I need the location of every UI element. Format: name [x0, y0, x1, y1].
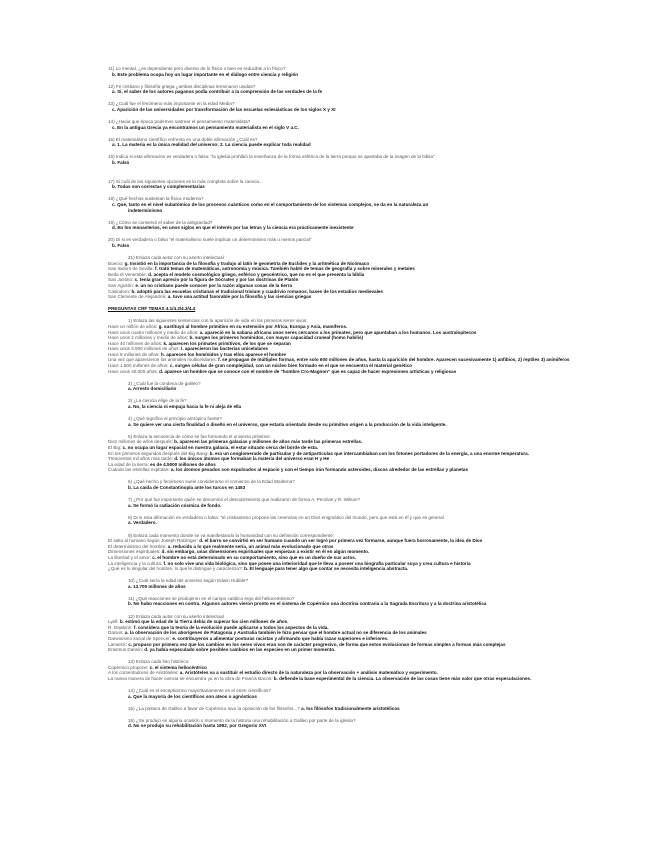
matching-item: Hace unos cuatro millones y medio de años: a. apareció en la sabana africana unos seres cercanos a los primates, pero que apuntaban a los humanos. Los australopitecos	[108, 329, 477, 335]
item-text: c. no ocupa un lugar espacial en nuestra galaxia, el estar situado cerca del borde de esta.	[122, 445, 319, 450]
item-text: f. se propagan de múltiples formas, entre solo 600 millones de años, hasta la aparición del hombre. Aparecen sucesivamente 1) anfibios, 2) reptiles 3) anímiferos	[218, 357, 570, 363]
question-text: 2) ¿Cuál fue la condena de galileo?	[128, 380, 201, 386]
item-name: Hace 1.500 millones de años	[108, 363, 168, 369]
answer-text: b. La caída de Constantinopla ante los turcos en 1453	[128, 485, 246, 491]
matching-item: El determinismo del hombre: a. reducido a lo que realmente sería, un animal más evolucionado que otros	[108, 543, 334, 549]
section-heading: PREGUNTAS CRF TEMAS 4.1/4.2/4.3/4.4	[108, 306, 196, 312]
qa-block	[108, 718, 628, 729]
matching-title: 5) Enlaza la secuencia de cómo se fue formando el universo primitivo:	[128, 433, 271, 439]
answer-text: a. Se quiere ver una cierta finalidad o diseño en el universo, que estaría orientado desde su primitivo origen a la producción de la vida inteligente.	[128, 421, 447, 427]
item-name: Diez millones de años después	[108, 439, 172, 445]
qa-block	[108, 179, 628, 190]
item-text: d. los únicos átomos que formaban la materia del universo eran H y He	[174, 456, 330, 462]
question-text: 13) ¿Cuál fue el fenómeno más importante en la edad Media?	[108, 101, 235, 107]
question-text: 12) Fe cristiano y filosofía griega ¿ambas disciplinas terminaron unidas?	[108, 83, 256, 89]
matching-item: Hace 8 millones de años: h. aparecen los homínidos y tras ellos aparece el hombre	[108, 351, 286, 357]
matching-item: La nueva manera de hacer ciencia se encuentra ya en la obra de Francis Bacon: b. defiende la base experimental de la ciencia. La observación de las cosas tiene más valor que otras especulaciones.	[108, 676, 532, 681]
item-name: Hace unos 2 millones y medio de años	[108, 335, 187, 341]
item-name: El determinismo del hombre	[108, 543, 166, 549]
answer-text: b. Falso	[112, 160, 130, 166]
matching-item: Dimensiones espirituales: d. sin embargo, unas dimensiones espirituales que empiezan a existir en él en algún momento.	[108, 549, 370, 555]
item-name: Hace 8 millones de años	[108, 351, 159, 357]
item-name: San Agustín	[108, 282, 133, 288]
item-text: b. era un conglomerado de partículas y de antipartículas que intercambiaban con los fotones portadores de la energía, a una enorme temperatura.	[209, 450, 530, 456]
answer-text: d. No se produjo su rehabilitación hasta 1992, por Gregorio XVI	[128, 723, 267, 729]
question-text: 6) ¿Qué hecho y fenómeno suele considerarse el comienzo de la Edad Moderna?	[128, 479, 295, 485]
item-text: b. El lenguaje para tener algo que contar se necesita inteligencia abstracta.	[244, 566, 409, 572]
answer-text: b. Este problema ocupa hoy un lugar importante en el diálogo entre ciencia y religión	[112, 71, 299, 77]
item-name: El Big	[108, 445, 121, 450]
matching-item: San Agustín: e. un no cristiano puede conocer por la razón algunas cosas de la tierra	[108, 282, 293, 288]
qa-block	[108, 119, 628, 130]
item-name: Beda el Venerable	[108, 271, 146, 277]
matching-item: Erasmus Darwin: d. ya había especulado sobre posibles cambios en las especies en un primer momento.	[108, 647, 336, 653]
answer-text: a. 13.700 millones de años	[128, 583, 186, 589]
item-text: c. propuso por primera vez que los cambios en los seres vivos eran son de carácter progresivo, de forma que estos evolucionan de formas simples a formas más complejas	[128, 641, 506, 647]
item-text: a. reducido a lo que realmente sería, un animal más evolucionado que otros	[167, 543, 334, 549]
item-text: h. aparecen los homínidos y tras ellos aparece el hombre	[160, 351, 286, 357]
matching-item: La libertad y el amor: c. el hombre no está determinado en su comportamiento, sino que es un dueño de sus actos.	[108, 554, 357, 560]
item-text: f. considera que la teoría de la evolución puede aplicarse a todos los aspectos de la vida.	[133, 624, 329, 630]
matching-item: Trescientos mil años más tarde: d. los únicos átomos que formaban la materia del universo eran H y He	[108, 456, 330, 462]
matching-title: 9) Enlaza cada momento donde se va manifestando la humanidad con su definición correspondiente:	[128, 532, 335, 538]
item-text: a. la observación de los aborígenes de Patagonia y Australia también le hizo pensar que el hombre actual no se diferencia de los animales	[124, 630, 427, 636]
matching-item: Lyell: b. estimó que la edad de la Tierra debía de superar los cien millones de años.	[108, 619, 289, 625]
item-text: k. aparecen los primates primitivos, de los que se separan	[163, 340, 291, 346]
question-text: 19) ¿Cómo se conservó el saber de la antigüedad?	[108, 219, 213, 225]
matching-item: Darwin: a. la observación de los aborígenes de Patagonia y Australia también le hizo pensar que el hombre actual no se diferencia de los animales	[108, 630, 427, 636]
item-text: c. el sistema heliocéntrico	[149, 664, 207, 670]
item-text: d. aparece un hombre que se conoce con el nombre de "hombre Cro-Magnon" que es capaz de hacer expresiones artísticas y religiosas	[159, 368, 457, 374]
qa-block	[108, 154, 628, 165]
item-text: b. defiende la base experimental de la ciencia. La observación de las cosas tiene más valor que otras especulaciones.	[273, 676, 532, 681]
qa-block	[108, 196, 628, 213]
item-name: Dimensiones espirituales	[108, 549, 160, 555]
question-text: 11) ¿Qué reacciones se produjeron en el campo católico ergo del heliocentrismo?	[128, 595, 295, 601]
item-name: Hace unos cuatro millones y medio de años	[108, 329, 198, 335]
matching-item: Darwinismo social de Spencer: e. contribuyeron a alimentar posturas racistas y afirmando que había razas superiores e inferiores.	[108, 635, 389, 641]
matching-item: Hace 40 millones de años: k. aparecen los primates primitivos, de los que se separan	[108, 340, 291, 346]
answer-text: c. En la antigua Grecia ya encontramos un pensamiento materialista en el siglo V a.C.	[112, 124, 299, 130]
qa-block	[108, 237, 628, 248]
item-text: g. sustituyó al hombre primitivo en su extensión por África, Europa y Asia, mamíferos.	[158, 323, 348, 329]
qa-block	[108, 398, 628, 409]
answer-text: c. Aparición de las universidades por transformación de las escuelas eclesiásticas de los siglos X y XI	[112, 106, 336, 112]
item-name: A los comentadores de Aristóteles	[108, 670, 178, 676]
item-text: es de 4.5000 millones de años	[150, 461, 216, 467]
item-name: El salto al humano según Joseph Ratzinger	[108, 538, 197, 544]
matching-item: ¿Qué es lo singular del hombre, lo que le distingue y caracteriza?: b. El lenguaje para tener algo que contar se necesita inteligencia abstracta.	[108, 566, 409, 572]
item-text: a. Aristóteles va a sustituir el estudio directo de la naturaleza por la observación + análisis matemático y experimento.	[179, 670, 438, 676]
answer-text: b. Todas son correctas y complementarias	[112, 184, 205, 190]
item-name: La edad de la tierra	[108, 461, 148, 467]
item-name: La inteligencia y la cultura	[108, 560, 161, 566]
question-text: 14) ¿Hacia que época podemos rastrear el pensamiento materialista?	[108, 119, 251, 125]
matching-block	[108, 318, 628, 374]
matching-item: Hace unos 2 millones y medio de años: b. surgen los primeros homínidos, con mayor capacidad craneal (homo habilis)	[108, 335, 364, 341]
matching-item: San Clemente de Alejandría: a. tuvo una actitud favorable por la filosofía y las ciencias griegas	[108, 294, 312, 300]
item-name: San Clemente de Alejandría	[108, 294, 166, 300]
item-name: Copérnico propone	[108, 664, 148, 670]
matching-item: Hace un millón de años: g. sustituyó al hombre primitivo en su extensión por África, Europa y Asia, mamíferos.	[108, 323, 348, 329]
answer-text: a. Arresto domiciliario	[128, 386, 177, 392]
answer-text: a. 1. La materia es la única realidad del universo; 2. La ciencia puede explicar toda realidad	[112, 142, 311, 148]
item-name: Lyell	[108, 619, 118, 625]
matching-item: El Big: c. no ocupa un lugar espacial en nuestra galaxia, el estar situado cerca del borde de esta.	[108, 445, 319, 450]
answer-text: a. Verdadero.	[128, 520, 157, 526]
item-name: Darwin	[108, 630, 123, 636]
qa-block	[108, 220, 628, 231]
matching-item: San Isidoro de Sevilla: f. trató temas de matemáticas, astronomía y música. También habló de temas de geografía y sobre minerales y metales	[108, 266, 415, 272]
matching-item: Copérnico propone: c. el sistema heliocéntrico	[108, 664, 207, 670]
question-text: 18) ¿Qué hechos sustentan la física moderna?	[108, 196, 204, 202]
item-text: d. ya había especulado sobre posibles cambios en las especies en un primer momento.	[144, 647, 336, 653]
answer-text: a. Que la mayoría de los científicos son ateos o agnósticos	[128, 693, 257, 699]
item-name: Erasmus Darwin	[108, 647, 142, 653]
question-text: 7) ¿Por qué fue importante quién se denominó el descubrimiento que realizaron de forma A. Penzias y R. Wilson?	[128, 497, 361, 503]
question-text: 11) Lo mental, ¿es dependiente pero diverso de lo físico o bien es reducible a lo físico?	[108, 66, 286, 71]
question-part: 15) ¿La postura de Galileo a favor de Copérnico tuvo la oposición de los filósofos...?	[128, 705, 302, 711]
answer-text: a. No, la ciencia ni empuja hacia la fe ni aleja de ella	[128, 404, 242, 410]
item-text: c. tenía gran aprecio por la figura de Sócrates y por las doctrinas de Platón	[134, 277, 299, 283]
item-name: Darwinismo social de Spencer	[108, 635, 170, 641]
qa-block	[108, 497, 628, 508]
item-name: Hace 40 millones de años	[108, 340, 161, 346]
qa-block	[108, 84, 628, 95]
item-text: e. un no cristiano puede conocer por la razón algunas cosas de la tierra	[135, 282, 293, 288]
qa-block	[108, 101, 628, 112]
item-name: Hace unos 3.500 millones de años	[108, 346, 179, 352]
item-text: d. el barro se convirtió en ser humano cuando un ser logró por primera vez formarse, aunque fuera borrosamente, la idea de Dios	[199, 538, 483, 544]
matching-title: 1) Enlaza las siguientes sentencias con la aparición de vida en los primeros seres vivos:	[128, 318, 308, 324]
item-name: Hace un millón de años	[108, 323, 157, 329]
item-name: En los primeros segundos después del Big Bang	[108, 450, 208, 456]
answer-text: a. Sí, el saber de los autores paganos podía contribuir a la comprensión de las verdades de la fe	[112, 89, 323, 95]
question-text: 20) Di si es verdadera o falsa "el materialismo suele implicar un determinismo más o menos parcial"	[108, 237, 312, 243]
item-text: f. no solo vive una vida biológica, sino que posee una interioridad que le lleva a poseer una biografía particular suya y crea cultura e historia	[163, 560, 471, 566]
answer-part: a. los filósofos tradicionalmente aristotélicos	[301, 705, 400, 711]
question-text: 14) ¿Cuál es el escepticismo mayoritariamente en el entre científicos?	[128, 688, 271, 694]
item-text: b. adoptó para las escuelas cristianas el tradicional trivium y cuadrivio romanos, bases de los estudios medievales	[131, 288, 383, 294]
qa-block	[108, 688, 628, 699]
item-name: San Justino	[108, 277, 133, 283]
matching-block	[108, 659, 628, 681]
answer-text: b. Falso	[112, 242, 130, 248]
question-text: 17) Si cuál de las siguientes opciones es la más completa sobre la ciencia...	[108, 178, 263, 184]
matching-item: Casiodoro: b. adoptó para las escuelas cristianas el tradicional trivium y cuadrivio romanos, bases de los estudios medievales	[108, 288, 383, 294]
matching-item: Lamarck: c. propuso por primera vez que los cambios en los seres vivos eran son de carácter progresivo, de forma que estos evolucionan de formas simples a formas más complejas	[108, 641, 506, 647]
item-name: Hace unos 40.000 años	[108, 368, 157, 374]
matching-item: Hace 1.500 millones de años: c. surgen células de gran complejidad, con un núcleo bien formado en el que se encuentra el material genético	[108, 363, 413, 369]
answer-text: c. Que, tanto en el nivel subatómico de los procesos cuánticos como en el comportamiento de los sistemas complejos, se da en la naturaleza un	[112, 201, 429, 207]
matching-item: Hace unos 3.500 millones de años: l. aparecieron las bacterias unicelulares	[108, 346, 269, 352]
item-name: R. Dawkins	[108, 624, 132, 630]
item-text: d. acepta el modelo cosmológico griego, esférico y geocéntrico, que no es el que presenta la biblia	[148, 271, 365, 277]
question-text: 16) ¿Se produjo en alguna ocasión o momento de la historia una rehabilitación a Galileo por parte de la iglesia?	[128, 717, 356, 723]
item-name: Lamarck	[108, 641, 126, 647]
item-name: Cuando las estrellas explotan	[108, 467, 169, 473]
matching-item: Boecio: g. Insistió en la importancia de la filosofía y tradujo al latín le geometría de Euclides y la aritmética de Nicómaco	[108, 260, 370, 266]
item-name: La libertad y el amor	[108, 554, 150, 560]
item-name: ¿Qué es lo singular del hombre, lo que le distingue y caracteriza?	[108, 566, 242, 572]
question-text: 4) ¿Qué significa el principio antrópico fuerte?	[128, 416, 222, 422]
item-text: a. tuvo una actitud favorable por la filosofía y las ciencias griegas	[167, 294, 312, 300]
item-text: a. apareció en la sabana africana unos seres cercanos a los primates, pero que apuntaban a los humanos. Los australopitecos	[199, 329, 477, 335]
matching-item: R. Dawkins: f. considera que la teoría de la evolución puede aplicarse a todos los aspectos de la vida.	[108, 624, 329, 630]
matching-item: San Justino: c. tenía gran aprecio por la figura de Sócrates y por las doctrinas de Platón	[108, 277, 299, 283]
item-text: e. contribuyeron a alimentar posturas racistas y afirmando que había razas superiores e inferiores.	[172, 635, 389, 641]
question-text: 15) El materialismo científico enfrenta en una doble afirmación ¿Cuál es?	[108, 136, 258, 142]
item-text: c. el hombre no está determinado en su comportamiento, sino que es un dueño de sus actos.	[152, 554, 357, 560]
question-text: 10) ¿Cuál sería la edad del universo según Edwin Hubble?	[128, 578, 249, 584]
item-name: Trescientos mil años más tarde	[108, 456, 172, 462]
answer-text-continued: indeterminismo	[128, 207, 163, 213]
matching-block	[108, 434, 628, 473]
item-text: c. surgen células de gran complejidad, con un núcleo bien formado en el que se encuentra el material genético	[169, 363, 413, 369]
qa-block	[108, 578, 628, 589]
matching-item: La edad de la tierra: es de 4.5000 millones de años	[108, 461, 216, 467]
item-name: Una vez que aparecieron los animales multicelulares	[108, 357, 216, 363]
item-name: San Isidoro de Sevilla	[108, 266, 153, 272]
matching-item: Diez millones de años después: b. aparecen las primeras galaxias y millones de años más tarde las primeras estrellas.	[108, 439, 363, 445]
document-body	[108, 66, 628, 729]
item-text: d. sin embargo, unas dimensiones espirituales que empiezan a existir en él en algún momento.	[161, 549, 370, 555]
matching-title: 21) Enlaza cada autor con su aserto intelectual	[128, 254, 224, 260]
item-name: La nueva manera de hacer ciencia se encuentra ya en la obra de Francis Bacon	[108, 676, 272, 681]
qa-block	[108, 416, 628, 427]
answer-text: d. En los monasterios, en unos siglos en que el interés por las letras y la ciencia era prácticamente inexistente	[112, 225, 354, 231]
item-name: Boecio	[108, 260, 123, 266]
question-text: 3) ¿La ciencia elige de la fe?	[128, 398, 187, 404]
item-name: Casiodoro	[108, 288, 129, 294]
question-text: 8) Di si esta afirmación es verdadera o falsa: "el cristianismo propone las creencias en un Dios enigmático del mundo, pero que está en él y que es general	[128, 514, 444, 520]
answer-text: a. Se formó la radiación cósmica de fondo.	[128, 502, 222, 508]
matching-block	[108, 533, 628, 572]
item-text: g. Insistió en la importancia de la filosofía y tradujo al latín le geometría de Euclides y la aritmética de Nicómaco	[124, 260, 370, 266]
matching-item: En los primeros segundos después del Big Bang: b. era un conglomerado de partículas y de antipartículas que intercambiaban con los fotones portadores de la energía, a una enorme temperatura.	[108, 450, 530, 456]
matching-item: Una vez que aparecieron los animales multicelulares: f. se propagan de múltiples formas, entre solo 600 millones de años, hasta la aparición del hombre. Aparecen sucesivamente 1) anfibios, 2) reptiles 3) anímiferos	[108, 357, 570, 363]
qa-block	[108, 381, 628, 392]
item-text: f. trató temas de matemáticas, astronomía y música. También habló de temas de geografía y sobre minerales y metales	[155, 266, 415, 272]
matching-title: 13) Enlaza cada hito histórico:	[128, 659, 190, 665]
matching-title: 12) Enlaza cada autor con su aserto intelectual	[128, 613, 224, 619]
question-text: 16) Indica si esta afirmación es verdadera o falsa: "la iglesia prohibió la enseñanza de la forma esférica de la tierra porque se apartaba de la imagen de la biblia"	[108, 154, 435, 160]
qa-block	[108, 66, 628, 77]
matching-item: Beda el Venerable: d. acepta el modelo cosmológico griego, esférico y geocéntrico, que no es el que presenta la biblia	[108, 271, 365, 277]
item-text: b. surgen los primeros homínidos, con mayor capacidad craneal (homo habilis)	[189, 335, 364, 341]
item-text: l. aparecieron las bacterias unicelulares	[181, 346, 269, 352]
matching-item: Hace unos 40.000 años: d. aparece un hombre que se conoce con el nombre de "hombre Cro-Magnon" que es capaz de hacer expresiones artísticas y religiosas	[108, 368, 457, 374]
qa-block	[108, 479, 628, 490]
qa-block	[108, 137, 628, 148]
item-text: a. los átomos pesados son expulsados al espacio y con el tiempo irán formando asteroides, discos alrededor de las estrellas y planetas	[170, 467, 469, 473]
item-text: b. aparecen las primeras galaxias y millones de años más tarde las primeras estrellas.	[174, 439, 363, 445]
qa-block	[108, 596, 628, 607]
matching-item: El salto al humano según Joseph Ratzinger: d. el barro se convirtió en ser humano cuando un ser logró por primera vez formarse, aunque fuera borrosamente, la idea de Dios	[108, 538, 483, 544]
matching-block	[108, 614, 628, 653]
matching-block	[108, 255, 628, 300]
matching-item: A los comentadores de Aristóteles: a. Aristóteles va a sustituir el estudio directo de la naturaleza por la observación + análisis matemático y experimento.	[108, 670, 438, 676]
item-text: b. estimó que la edad de la Tierra debía de superar los cien millones de años.	[119, 619, 289, 625]
qa-block	[108, 515, 628, 526]
matching-item: Cuando las estrellas explotan: a. los átomos pesados son expulsados al espacio y con el tiempo irán formando asteroides, discos alrededor de las estrellas y planetas	[108, 467, 469, 473]
answer-text: b. No hubo reacciones en contra. Algunos autores vieron pronto en el sistema de Copérnico una doctrina contraria a la Sagrada Escritura y a la doctrina aristotélica	[128, 601, 487, 607]
matching-item: La inteligencia y la cultura: f. no solo vive una vida biológica, sino que posee una interioridad que le lleva a poseer una biografía particular suya y crea cultura e historia	[108, 560, 471, 566]
